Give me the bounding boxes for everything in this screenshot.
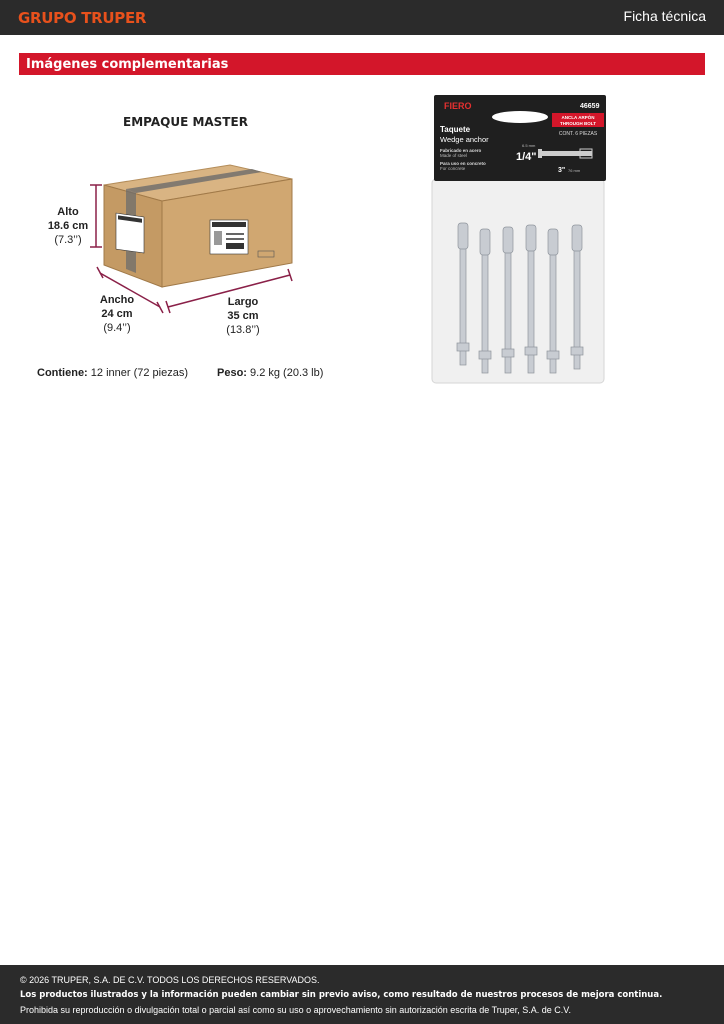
card-name-en: Wedge anchor: [440, 135, 489, 144]
card-brand: FIERO: [444, 101, 472, 111]
contains-value: 12 inner (72 piezas): [90, 367, 189, 379]
footer-prohibition: Prohibida su reproducción o divulgación total o parcial así como su uso o aprovechamiento sin autorización escrita de Truper, S.A. de C.V.: [20, 1005, 571, 1015]
card-use-es: Para uso en concreto: [440, 161, 486, 166]
width-imperial: (9.4’’): [103, 322, 131, 334]
footer-copyright: © 2026 TRUPER, S.A. DE C.V. TODOS LOS DERECHOS RESERVADOS.: [20, 975, 320, 985]
card-use-en: For concrete: [440, 166, 466, 171]
master-pack-title: EMPAQUE MASTER: [123, 115, 248, 129]
weight-info: [217, 367, 323, 379]
length-label: Largo: [227, 296, 259, 308]
length-dimension: [218, 295, 268, 337]
card-code: 46659: [580, 103, 600, 110]
card-length-mm: 76 mm: [568, 168, 581, 173]
product-package-image: [430, 95, 610, 385]
width-metric: 24 cm: [101, 308, 133, 320]
master-pack-figure: [30, 105, 360, 395]
footer: [0, 965, 724, 1024]
badge-line-2: THROUGH BOLT: [560, 121, 596, 126]
footer-notice: Los productos ilustrados y la información pueden cambiar sin previo aviso, como resultado de nuestros procesos de mejora continua.: [20, 990, 663, 1000]
hang-hole: [492, 111, 548, 123]
card-material-en: Made of steel: [440, 153, 468, 158]
height-metric: 18.6 cm: [47, 220, 89, 232]
length-imperial: (13.8’’): [226, 324, 260, 336]
section-title: Imágenes complementarias: [26, 57, 229, 72]
brand-logo: GRUPO TRUPER: [18, 9, 147, 27]
card-length: 3": [558, 167, 566, 174]
length-metric: 35 cm: [227, 310, 259, 322]
card-name-es: Taquete: [440, 125, 471, 134]
contains-info: [37, 367, 188, 379]
card-diameter-mm: 6.5 mm: [522, 143, 536, 148]
card-material-es: Fabricado en acero: [440, 148, 482, 153]
height-imperial: (7.3’’): [54, 234, 82, 246]
height-dimension: [44, 205, 92, 247]
height-label: Alto: [57, 206, 79, 218]
badge-line-1: ANCLA ARPÓN: [561, 115, 595, 120]
contains-label: Contiene:: [37, 367, 88, 379]
section-header: [19, 53, 705, 75]
document-type: Ficha técnica: [623, 8, 706, 24]
weight-value: 9.2 kg (20.3 lb): [250, 367, 324, 379]
top-bar: [0, 0, 724, 35]
weight-label: Peso:: [217, 367, 247, 379]
width-label: Ancho: [99, 294, 135, 306]
width-dimension: [92, 293, 142, 335]
card-contents: CONT. 6 PIEZAS: [558, 131, 598, 137]
card-diameter: 1/4": [516, 151, 537, 163]
